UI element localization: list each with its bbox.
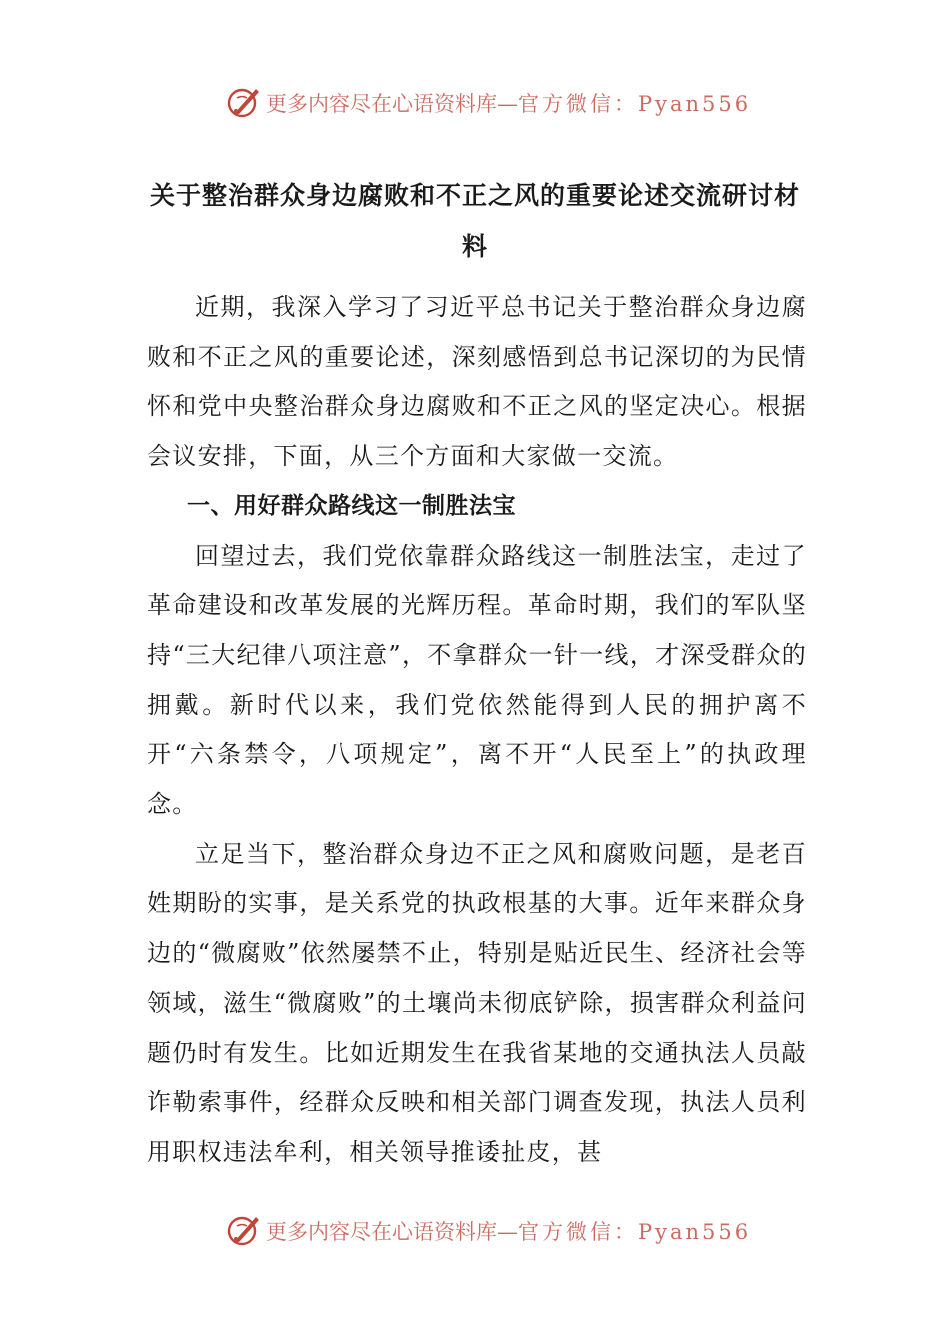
section-heading-1: 一、用好群众路线这一制胜法宝 <box>187 492 516 519</box>
footer-banner <box>0 1210 950 1250</box>
banner-text: 更多内容尽在心语资料库—官方微信：Pyan556 <box>266 1220 752 1244</box>
header-banner <box>0 82 950 122</box>
quill-logo-icon <box>226 1212 262 1248</box>
banner-text: 更多内容尽在心语资料库—官方微信：Pyan556 <box>266 92 752 116</box>
document-title-line2: 料 <box>461 232 488 261</box>
paragraph-present: 立足当下，整治群众身边不正之风和腐败问题，是老百姓期盼的实事，是关系党的执政根基的大事。近年来群众身边的“微腐败”依然屡禁不止，特别是贴近民生、经济社会等领域，滋生“微腐败”的土壤尚未彻底铲除，损害群众利益问题仍时有发生。比如近期发生在我省某地的交通执法人员敲诈勒索事件，经群众反映和相关部门调查发现，执法人员利用职权违法牟利，相关领导推诿扯皮，甚 <box>147 839 807 1166</box>
document-title-line1: 关于整治群众身边腐败和不正之风的重要论述交流研讨材 <box>149 181 800 210</box>
paragraph-past: 回望过去，我们党依靠群众路线这一制胜法宝，走过了革命建设和改革发展的光辉历程。革命时期，我们的军队坚持“三大纪律八项注意”，不拿群众一针一线，才深受群众的拥戴。新时代以来，我们党依然能得到人民的拥护离不开“六条禁令，八项规定”，离不开“人民至上”的执政理念。 <box>147 541 807 819</box>
quill-logo-icon <box>226 84 262 120</box>
document-body <box>147 283 807 1178</box>
paragraph-intro: 近期，我深入学习了习近平总书记关于整治群众身边腐败和不正之风的重要论述，深刻感悟到总书记深切的为民情怀和党中央整治群众身边腐败和不正之风的坚定决心。根据会议安排，下面，从三个方面和大家做一交流。 <box>147 293 807 471</box>
